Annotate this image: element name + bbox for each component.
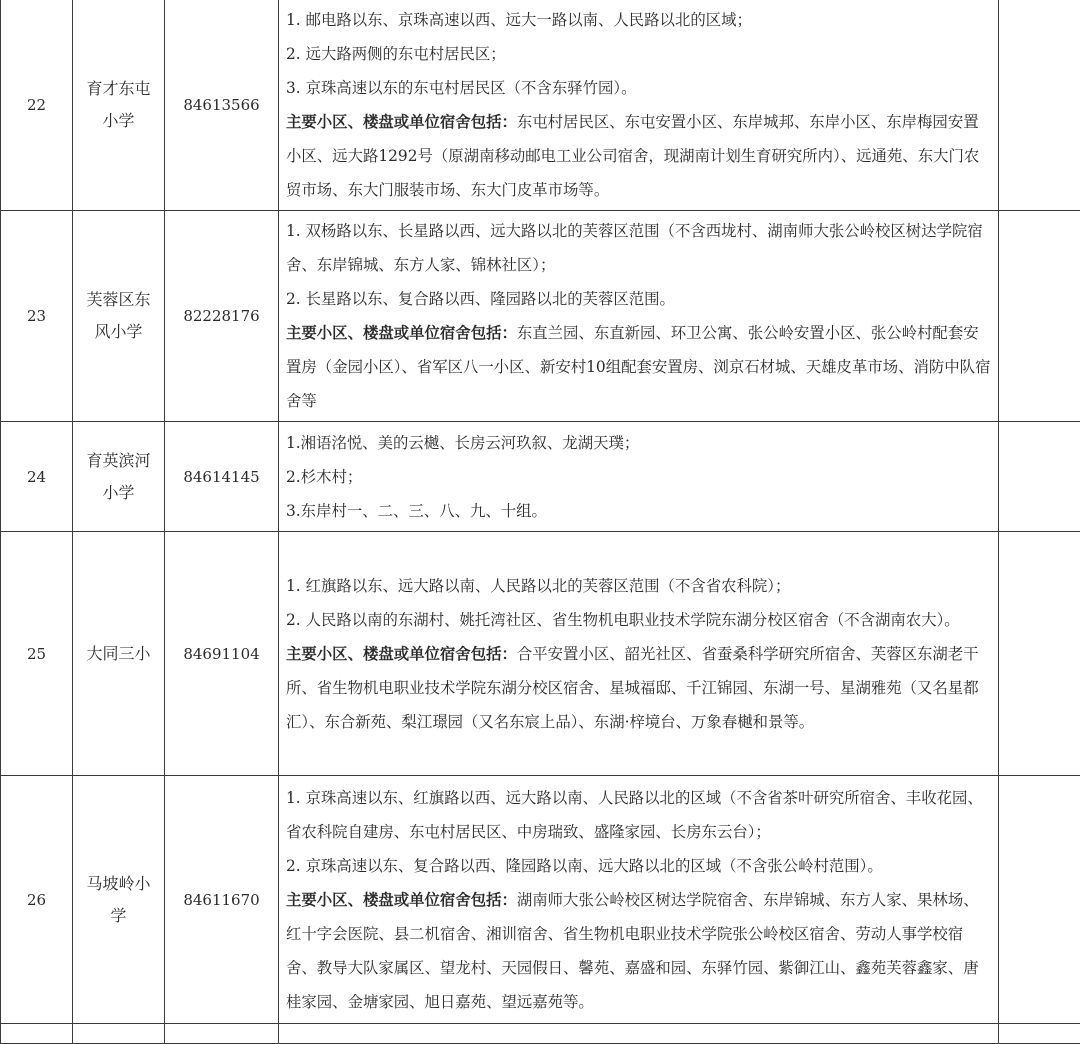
row-number [1,1024,73,1044]
main-communities [286,883,992,1019]
table-row [1,532,1080,776]
area-item: 1.湘语洺悦、美的云樾、长房云河玖叙、龙湖天璞； [286,426,992,460]
table-row [1,422,1080,532]
phone-number: 84613566 [165,0,279,211]
school-name: 育英滨河小学 [73,422,165,532]
table-row [1,211,1080,422]
phone-number: 84611670 [165,776,279,1024]
school-name [73,1024,165,1044]
area-item: 1. 京珠高速以东、红旗路以西、远大路以南、人民路以北的区域（不含省茶叶研究所宿舍、丰收花园、省农科院自建房、东屯村居民区、中房瑞致、盛隆家园、长房东云台）； [286,781,992,849]
area-item: 2. 长星路以东、复合路以西、隆园路以北的芙蓉区范围。 [286,282,992,316]
main-communities-label: 主要小区、楼盘或单位宿舍包括： [286,645,517,663]
area-item: 2. 人民路以南的东湖村、姚托湾社区、省生物机电职业技术学院东湖分校区宿舍（不含湖南农大）。 [286,603,992,637]
area-item: 2. 京珠高速以东、复合路以西、隆园路以南、远大路以北的区域（不含张公岭村范围）。 [286,849,992,883]
enrollment-area [279,776,999,1024]
school-name: 育才东屯小学 [73,0,165,211]
notes-cell [999,422,1080,532]
row-number: 25 [1,532,73,776]
main-communities [286,105,992,207]
school-name: 芙蓉区东风小学 [73,211,165,422]
row-number: 26 [1,776,73,1024]
phone-number: 82228176 [165,211,279,422]
area-item: 2. 远大路两侧的东屯村居民区； [286,37,992,71]
enrollment-area [279,422,999,532]
main-communities-label: 主要小区、楼盘或单位宿舍包括： [286,113,517,131]
enrollment-area [279,0,999,211]
enrollment-area [279,211,999,422]
area-item: 1. 红旗路以东、远大路以南、人民路以北的芙蓉区范围（不含省农科院）； [286,569,992,603]
school-name: 大同三小 [73,532,165,776]
row-number: 22 [1,0,73,211]
enrollment-area [279,532,999,776]
table-row [1,1024,1080,1044]
phone-number: 84614145 [165,422,279,532]
main-communities-text: 合平安置小区、韶光社区、省蚕桑科学研究所宿舍、芙蓉区东湖老干所、省生物机电职业技术学院东湖分校区宿舍、星城福邸、千江锦园、东湖一号、星湖雅苑（又名星都汇）、东合新苑、梨江璟园（又名东宸上品）、东湖·梓境台、万象春樾和景等。 [286,645,979,731]
main-communities [286,637,992,739]
main-communities-text: 湖南师大张公岭校区树达学院宿舍、东岸锦城、东方人家、果林场、红十字会医院、县二机宿舍、湘训宿舍、省生物机电职业技术学院张公岭校区宿舍、劳动人事学校宿舍、教导大队家属区、望龙村、天园假日、馨苑、嘉盛和园、东驿竹园、紫御江山、鑫苑芙蓉鑫家、唐桂家园、金塘家园、旭日嘉苑、望远嘉苑等。 [286,891,979,1011]
area-item: 3. 京珠高速以东的东屯村居民区（不含东驿竹园）。 [286,71,992,105]
area-item: 1. 邮电路以东、京珠高速以西、远大一路以南、人民路以北的区域； [286,3,992,37]
table-row [1,0,1080,211]
main-communities-text: 东直兰园、东直新园、环卫公寓、张公岭安置小区、张公岭村配套安置房（金园小区）、省军区八一小区、新安村10组配套安置房、浏京石材城、天雄皮革市场、消防中队宿舍等 [286,324,990,410]
row-number: 23 [1,211,73,422]
phone-number: 84691104 [165,532,279,776]
main-communities-label: 主要小区、楼盘或单位宿舍包括： [286,324,517,342]
main-communities [286,316,992,418]
enrollment-area [279,1024,999,1044]
phone-number [165,1024,279,1044]
notes-cell [999,532,1080,776]
table-row [1,776,1080,1024]
notes-cell [999,1024,1080,1044]
notes-cell [999,211,1080,422]
school-name: 马坡岭小学 [73,776,165,1024]
area-item: 2.杉木村； [286,460,992,494]
main-communities-text: 东屯村居民区、东屯安置小区、东岸城邦、东岸小区、东岸梅园安置小区、远大路1292号（原湖南移动邮电工业公司宿舍，现湖南计划生育研究所内）、远通苑、东大门农贸市场、东大门服装市场、东大门皮革市场等。 [286,113,979,199]
notes-cell [999,776,1080,1024]
area-item: 3.东岸村一、二、三、八、九、十组。 [286,494,992,528]
main-communities-label: 主要小区、楼盘或单位宿舍包括： [286,891,517,909]
area-item: 1. 双杨路以东、长星路以西、远大路以北的芙蓉区范围（不含西垅村、湖南师大张公岭校区树达学院宿舍、东岸锦城、东方人家、锦林社区）； [286,214,992,282]
notes-cell [999,0,1080,211]
row-number: 24 [1,422,73,532]
